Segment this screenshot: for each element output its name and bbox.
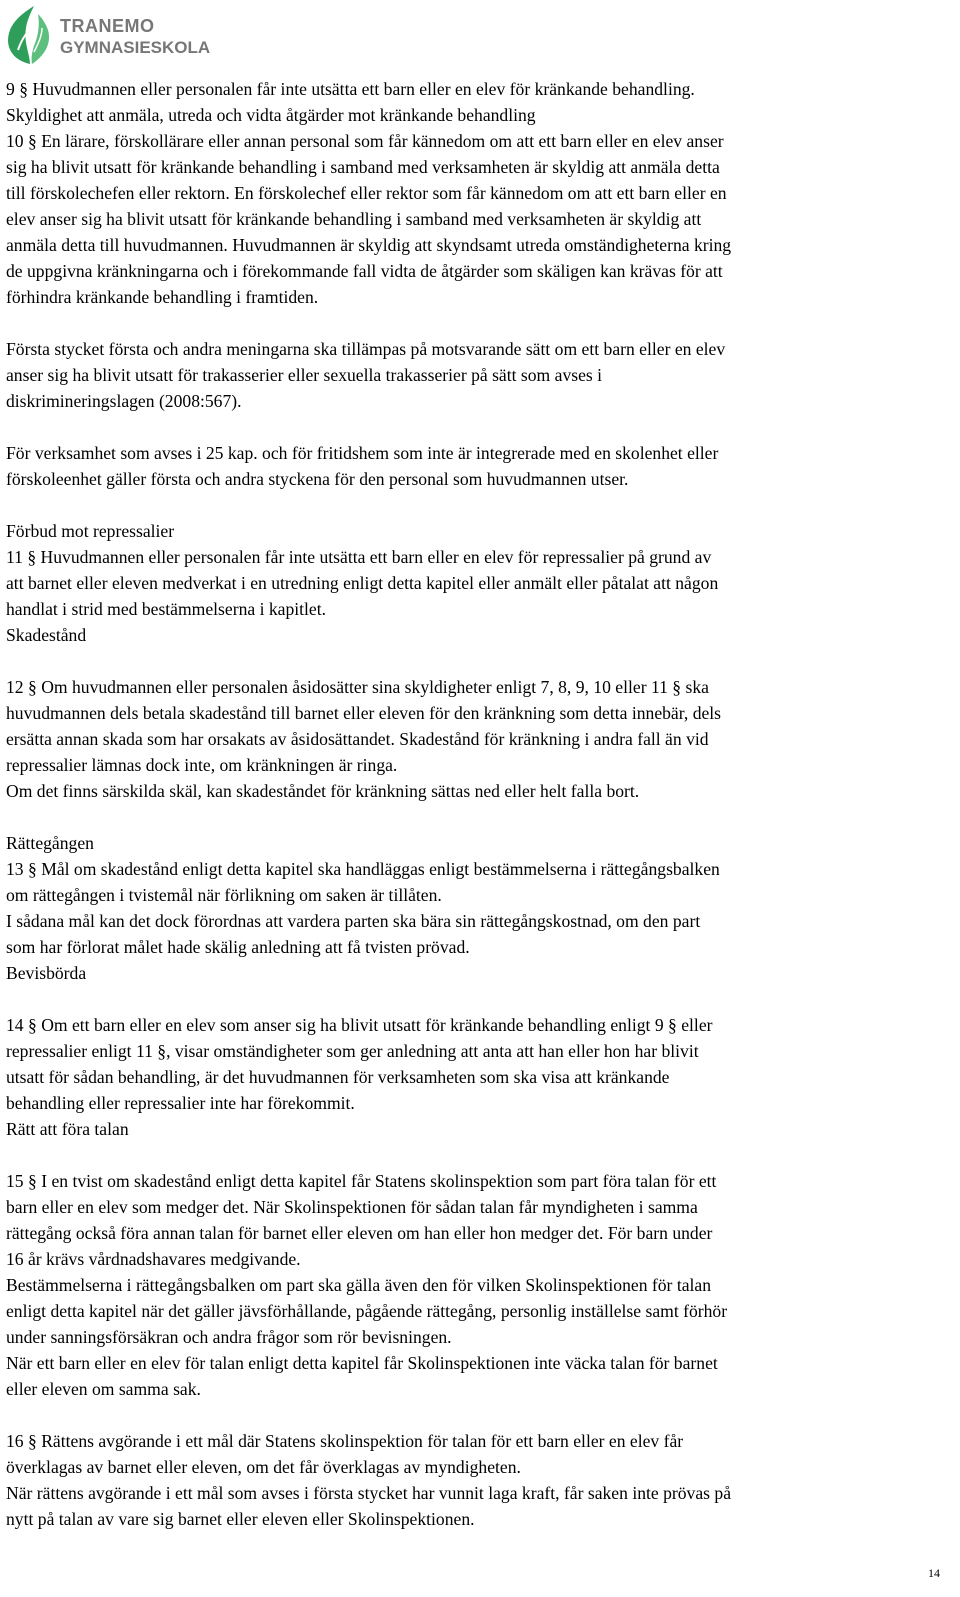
text-line: att barnet eller eleven medverkat i en utredning enligt detta kapitel eller anmält eller påtalat att någon xyxy=(6,573,719,593)
text-line: huvudmannen dels betala skadestånd till barnet eller eleven för den kränkning som detta innebär, dels xyxy=(6,703,722,723)
text-line: 16 § Rättens avgörande i ett mål där Statens skolinspektion för talan för ett barn eller en elev får xyxy=(6,1431,684,1451)
text-line: Rättegången xyxy=(6,833,94,853)
document-body xyxy=(6,76,956,1532)
logo-wordmark xyxy=(60,16,210,58)
text-line: utsatt för sådan behandling, är det huvudmannen för verksamheten som ska visa att kränkande xyxy=(6,1067,670,1087)
school-logo xyxy=(4,2,211,68)
text-line: under sanningsförsäkran och andra frågor som rör bevisningen. xyxy=(6,1327,452,1347)
page-number: 14 xyxy=(928,1566,940,1580)
text-line: barn eller en elev som medger det. När Skolinspektionen för sådan talan får myndigheten i samma xyxy=(6,1197,698,1217)
text-line: överklagas av barnet eller eleven, om det får överklagas av myndigheten. xyxy=(6,1457,521,1477)
text-line: behandling eller repressalier inte har förekommit. xyxy=(6,1093,355,1113)
paragraph-gap xyxy=(6,310,956,336)
logo-line-1: TRANEMO xyxy=(60,16,155,36)
text-line: sig ha blivit utsatt för kränkande behandling i samband med verksamheten är skyldig att anmäla detta xyxy=(6,157,720,177)
text-line: Förbud mot repressalier xyxy=(6,521,175,541)
leaf-logo-icon xyxy=(4,2,58,68)
text-line: Bevisbörda xyxy=(6,963,87,983)
text-line: förskoleenhet gäller första och andra styckena för den personal som huvudmannen utser. xyxy=(6,469,629,489)
text-line: Rätt att föra talan xyxy=(6,1119,129,1139)
text-line: 10 § En lärare, förskollärare eller annan personal som får kännedom om att ett barn eller en elev anser xyxy=(6,131,724,151)
text-line: När ett barn eller en elev för talan enligt detta kapitel får Skolinspektionen inte väcka talan för barnet xyxy=(6,1353,718,1373)
paragraph-gap xyxy=(6,1142,956,1168)
text-line: 16 år krävs vårdnadshavares medgivande. xyxy=(6,1249,301,1269)
text-line: om rättegången i tvistemål när förlikning om saken är tillåten. xyxy=(6,885,442,905)
text-line: eller eleven om samma sak. xyxy=(6,1379,201,1399)
text-line: till förskolechefen eller rektorn. En förskolechef eller rektor som får kännedom om att ett barn eller en xyxy=(6,183,727,203)
text-line: Skadestånd xyxy=(6,625,87,645)
text-line: enligt detta kapitel när det gäller jävsförhållande, pågående rättegång, personlig inställelse samt förhör xyxy=(6,1301,728,1321)
text-line: Första stycket första och andra meningarna ska tillämpas på motsvarande sätt om ett barn eller en elev xyxy=(6,339,726,359)
text-line: de uppgivna kränkningarna och i förekommande fall vidta de åtgärder som skäligen kan krävas för att xyxy=(6,261,723,281)
text-line: nytt på talan av vare sig barnet eller eleven eller Skolinspektionen. xyxy=(6,1509,475,1529)
text-line: rättegång också föra annan talan för barnet eller eleven om han eller hon medger det. För barn under xyxy=(6,1223,713,1243)
text-line: anmäla detta till huvudmannen. Huvudmannen är skyldig att skyndsamt utreda omständigheterna kring xyxy=(6,235,732,255)
text-line: elev anser sig ha blivit utsatt för kränkande behandling i samband med verksamheten är skyldig att xyxy=(6,209,702,229)
text-line: Skyldighet att anmäla, utreda och vidta åtgärder mot kränkande behandling xyxy=(6,105,536,125)
text-line: Bestämmelserna i rättegångsbalken om part ska gälla även den för vilken Skolinspektionen för talan xyxy=(6,1275,712,1295)
text-line: I sådana mål kan det dock förordnas att vardera parten ska bära sin rättegångskostnad, om den part xyxy=(6,911,701,931)
paragraph-gap xyxy=(6,492,956,518)
text-line: förhindra kränkande behandling i framtiden. xyxy=(6,287,319,307)
text-line: 14 § Om ett barn eller en elev som anser sig ha blivit utsatt för kränkande behandling enligt 9 § eller xyxy=(6,1015,713,1035)
text-line: som har förlorat målet hade skälig anledning att få tvisten prövad. xyxy=(6,937,470,957)
paragraph-gap xyxy=(6,804,956,830)
paragraph-gap xyxy=(6,1402,956,1428)
logo-line-2: GYMNASIESKOLA xyxy=(60,38,211,57)
paragraph-gap xyxy=(6,648,956,674)
text-line: 13 § Mål om skadestånd enligt detta kapitel ska handläggas enligt bestämmelserna i rättegångsbalken xyxy=(6,859,720,879)
text-line: anser sig ha blivit utsatt för trakasserier eller sexuella trakasserier på sätt som avses i xyxy=(6,365,603,385)
text-line: För verksamhet som avses i 25 kap. och för fritidshem som inte är integrerade med en skolenhet eller xyxy=(6,443,719,463)
text-line: 12 § Om huvudmannen eller personalen åsidosätter sina skyldigheter enligt 7, 8, 9, 10 eller 11 § ska xyxy=(6,677,709,697)
text-line: 15 § I en tvist om skadestånd enligt detta kapitel får Statens skolinspektion som part föra talan för ett xyxy=(6,1171,717,1191)
text-line: handlat i strid med bestämmelserna i kapitlet. xyxy=(6,599,327,619)
text-line: 9 § Huvudmannen eller personalen får inte utsätta ett barn eller en elev för kränkande behandling. xyxy=(6,79,695,99)
text-line: 11 § Huvudmannen eller personalen får inte utsätta ett barn eller en elev för repressalier på grund av xyxy=(6,547,712,567)
text-line: ersätta annan skada som har orsakats av åsidosättandet. Skadestånd för kränkning i andra fall än vid xyxy=(6,729,709,749)
text-line: diskrimineringslagen (2008:567). xyxy=(6,391,242,411)
paragraph-gap xyxy=(6,414,956,440)
text-line: När rättens avgörande i ett mål som avses i första stycket har vunnit laga kraft, får saken inte prövas på xyxy=(6,1483,732,1503)
text-line: Om det finns särskilda skäl, kan skadeståndet för kränkning sättas ned eller helt falla bort. xyxy=(6,781,640,801)
paragraph-gap xyxy=(6,986,956,1012)
text-line: repressalier enligt 11 §, visar omständigheter som ger anledning att anta att han eller hon har blivit xyxy=(6,1041,699,1061)
text-line: repressalier lämnas dock inte, om kränkningen är ringa. xyxy=(6,755,398,775)
